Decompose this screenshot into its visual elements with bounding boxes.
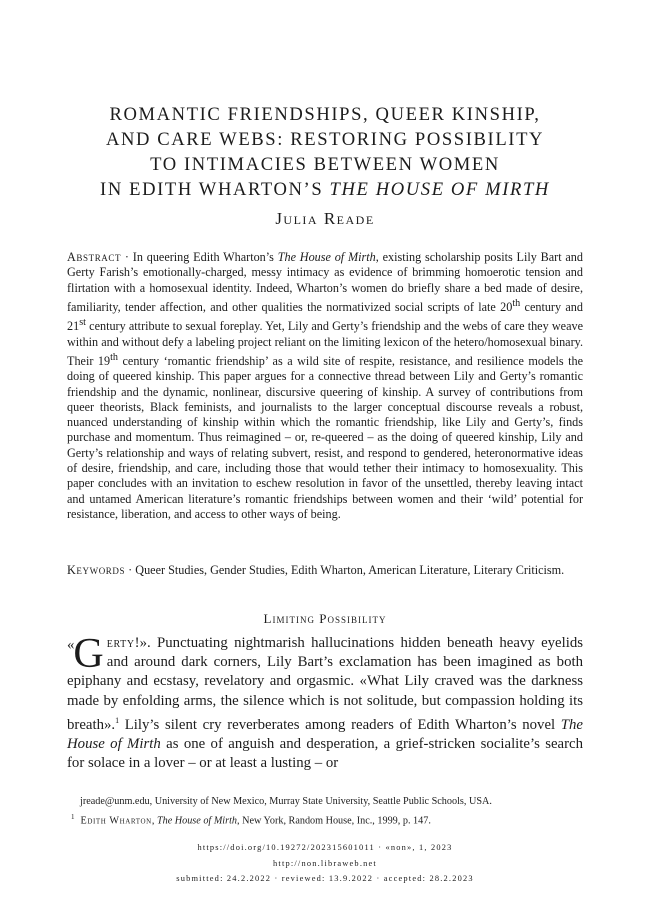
author-name: Julia Reade xyxy=(275,209,375,228)
abstract-label: Abstract xyxy=(67,250,122,264)
ordinal-suffix: th xyxy=(110,351,118,363)
body-text-segment: !». Punctuating nightmarish hallucinations hidden beneath heavy eyelids and around dark corners, Lily Bart’s exclamation has been imagined as both epiphany and ecstasy, revelatory and orgasmic. «What Lily craved was the darkness made by enfolding arms, the silence which is not solitude, but compassion holding its breath». xyxy=(67,635,583,733)
bibliographic-info xyxy=(0,840,650,887)
title-line: AND CARE WEBS: RESTORING POSSIBILITY xyxy=(105,129,545,150)
abstract-separator: · xyxy=(121,250,133,264)
keywords xyxy=(67,563,583,578)
abstract xyxy=(67,250,583,522)
footnote-number: 1 xyxy=(71,812,75,821)
abstract-book-title: The House of Mirth xyxy=(277,250,376,264)
footnotes xyxy=(71,795,583,828)
footnote-1 xyxy=(71,810,583,829)
footnote-author: Edith Wharton xyxy=(80,814,152,826)
keywords-list: Queer Studies, Gender Studies, Edith Wharton, American Literature, Literary Criticism. xyxy=(135,563,565,577)
doi-line[interactable]: https://doi.org/10.19272/202315601011 · «non», 1, 2023 xyxy=(197,843,453,852)
abstract-text: , existing scholarship posits Lily Bart and Gerty Farish’s emotionally-charged, messy intimacy as evidence of brimming homoerotic tension and flirtation with a homosexual identity. Indeed, Wharton’s women do briefly share a bed made of desire, familiarity, tender affection, and other qualities the normativized social scripts of late 20 xyxy=(67,250,583,314)
section-heading: Limiting Possibility xyxy=(263,611,387,626)
footnote-separator: , xyxy=(151,814,157,826)
open-quote: « xyxy=(67,637,75,653)
abstract-text: In queering Edith Wharton’s xyxy=(132,250,278,264)
footnote-book-title: The House of Mirth xyxy=(156,814,238,826)
title-line: ROMANTIC FRIENDSHIPS, QUEER KINSHIP, xyxy=(109,104,541,125)
body-text-segment: Lily’s silent cry reverberates among readers of Edith Wharton’s novel xyxy=(119,716,561,733)
title-line: TO INTIMACIES BETWEEN WOMEN xyxy=(150,154,500,175)
abstract-text: century attribute to sexual foreplay. Yet, Lily and Gerty’s friendship and the webs of care they weave within and without defy a labeling project reliant on the limiting lexicon of the hetero/homosexual binary. Their 19 xyxy=(67,319,583,368)
journal-url[interactable]: http://non.libraweb.net xyxy=(273,858,377,868)
first-word-rest: erty xyxy=(106,635,135,651)
author-affiliation: jreade@unm.edu, University of New Mexico, Murray State University, Seattle Public Schools, USA. xyxy=(80,796,492,807)
footnote-citation: , New York, Random House, Inc., 1999, p. 147. xyxy=(237,814,431,826)
abstract-text: century ‘romantic friendship’ as a wild site of respite, resistance, and resilience models the doing of queered kinship. This paper argues for a connective thread between Lily and Gerty’s romantic friendship and the dynamic, nonlinear, discursive queering of kinship. A survey of contributions from queer theorists, Black feminists, and journalists to the larger conceptual discourse reveals a robust, nuanced understanding of kinship within which the romantic friendship, like Lily and Gerty’s, finds purchase and momentum. Thus reimagined – or, re-queered – as the doing of queered kinship, Lily and Gerty’s relationship and ways of relating subvert, resist, and respond to gendered, heteronormative ideas of desire, friendship, and care, including those that would tether their intimacy to homosexuality. This paper concludes with an invitation to eschew resolution in favor of the unsettled, thereby leaving intact and untamed American literature’s romantic friendships between women and their ‘wild’ potential for resistance, liberation, and access to other ways of being. xyxy=(67,353,583,521)
keywords-label: Keywords xyxy=(67,563,126,577)
ordinal-suffix: st xyxy=(79,317,86,329)
body-book-title: The House of Mirth xyxy=(67,716,583,752)
title-line-prefix: IN EDITH WHARTON’S xyxy=(100,179,330,200)
title-line xyxy=(40,177,610,202)
keywords-separator: · xyxy=(125,563,136,577)
article-title xyxy=(40,102,610,202)
title-book-name: THE HOUSE OF MIRTH xyxy=(329,179,550,200)
body-paragraph xyxy=(67,631,583,773)
ordinal-suffix: th xyxy=(512,297,521,309)
abstract-text: century and 21 xyxy=(67,299,583,334)
footnote-reference[interactable]: 1 xyxy=(115,715,120,725)
body-text-segment: as one of anguish and desperation, a grief-stricken socialite’s search for solace in a lover – or at least a lusting – or xyxy=(67,735,583,772)
submission-dates: submitted: 24.2.2022 · reviewed: 13.9.2022 · accepted: 28.2.2023 xyxy=(176,874,474,883)
drop-cap: G xyxy=(73,631,104,677)
